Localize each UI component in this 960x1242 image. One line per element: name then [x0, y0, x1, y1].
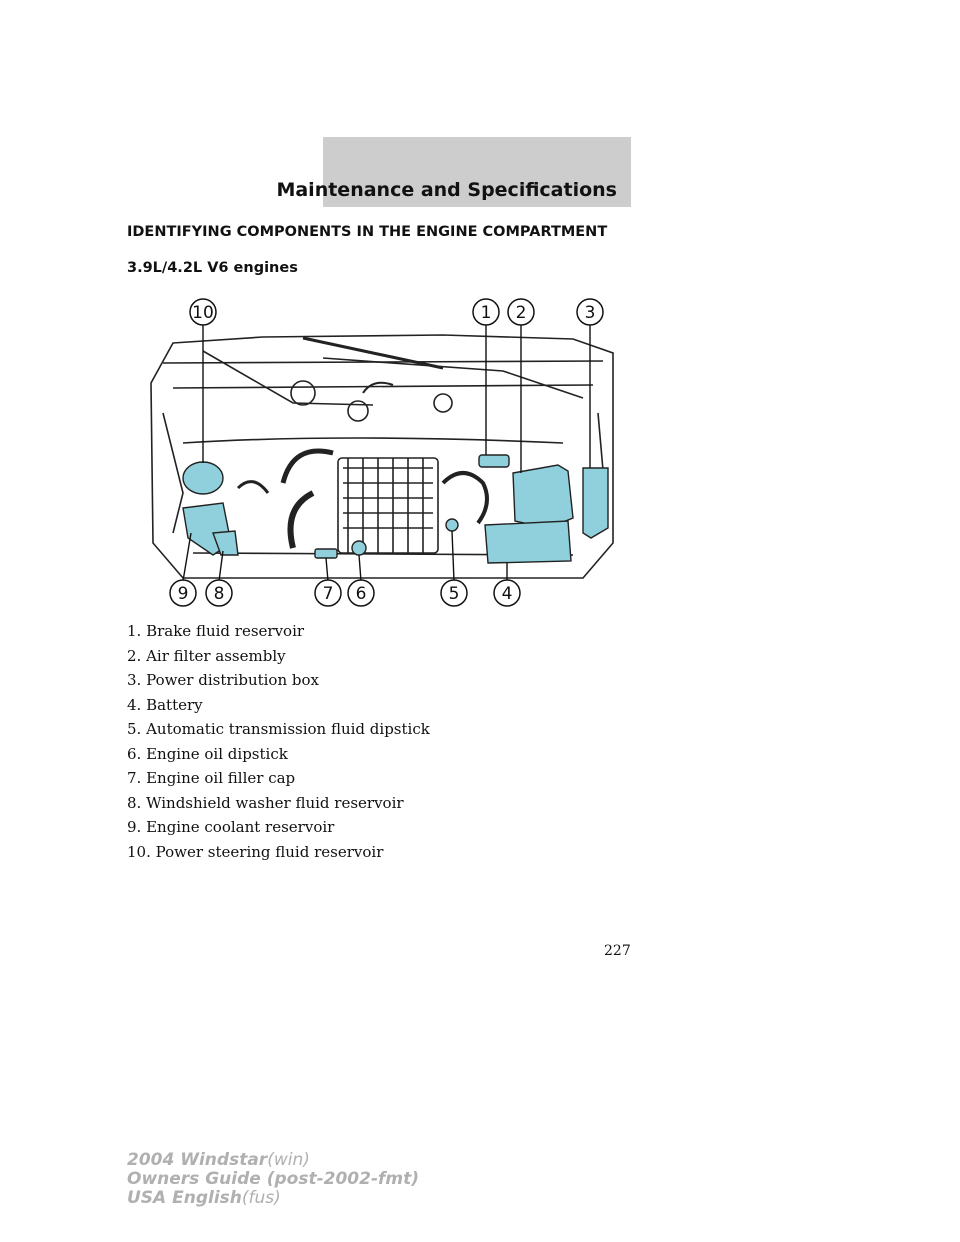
page-header-title: Maintenance and Specifications [276, 179, 617, 201]
battery-shape [485, 521, 571, 563]
legend-item: 2. Air filter assembly [127, 646, 286, 665]
atf-dipstick-shape [446, 519, 458, 531]
document-footer [127, 1151, 419, 1208]
footer-line-guide [127, 1170, 419, 1189]
page-number: 227 [604, 943, 631, 959]
oil-filler-cap-shape [315, 549, 337, 558]
power-distribution-box-shape [583, 468, 608, 538]
highlighted-components [183, 455, 608, 563]
callout-8: 8 [213, 584, 225, 604]
power-steering-reservoir-shape [183, 462, 223, 494]
engine-subtitle: 3.9L/4.2L V6 engines [127, 260, 298, 276]
section-title: IDENTIFYING COMPONENTS IN THE ENGINE COMPARTMENT [127, 224, 608, 240]
legend-item: 10. Power steering fluid reservoir [127, 842, 384, 861]
air-filter-shape [513, 465, 573, 528]
oil-dipstick-shape [352, 541, 366, 555]
callout-10: 10 [192, 303, 214, 323]
footer-language: USA English [127, 1188, 242, 1208]
legend-item: 4. Battery [127, 695, 203, 714]
legend-item: 7. Engine oil filler cap [127, 769, 296, 787]
header-band [276, 137, 631, 207]
legend-item: 9. Engine coolant reservoir [127, 818, 335, 836]
callout-7: 7 [322, 584, 334, 604]
callout-6: 6 [355, 584, 367, 604]
component-legend [127, 622, 430, 867]
callout-2: 2 [515, 303, 527, 323]
legend-item: 6. Engine oil dipstick [127, 744, 288, 763]
footer-line-language [127, 1189, 419, 1208]
engine-compartment-diagram [143, 293, 623, 613]
callout-4: 4 [501, 584, 513, 604]
legend-item: 8. Windshield washer fluid reservoir [127, 793, 404, 812]
brake-reservoir-shape [479, 455, 509, 467]
callout-3: 3 [584, 303, 596, 323]
footer-line-model [127, 1151, 419, 1170]
callout-5: 5 [448, 584, 460, 604]
callout-1: 1 [480, 303, 492, 323]
legend-item: 1. Brake fluid reservoir [127, 622, 305, 640]
footer-language-code: (fus) [241, 1188, 281, 1208]
callout-9: 9 [177, 584, 189, 604]
footer-model: 2004 Windstar [127, 1150, 268, 1170]
legend-item: 3. Power distribution box [127, 671, 319, 689]
footer-model-code: (win) [267, 1150, 310, 1170]
legend-item: 5. Automatic transmission fluid dipstick [127, 720, 430, 738]
footer-guide: Owners Guide (post-2002-fmt) [127, 1169, 420, 1189]
